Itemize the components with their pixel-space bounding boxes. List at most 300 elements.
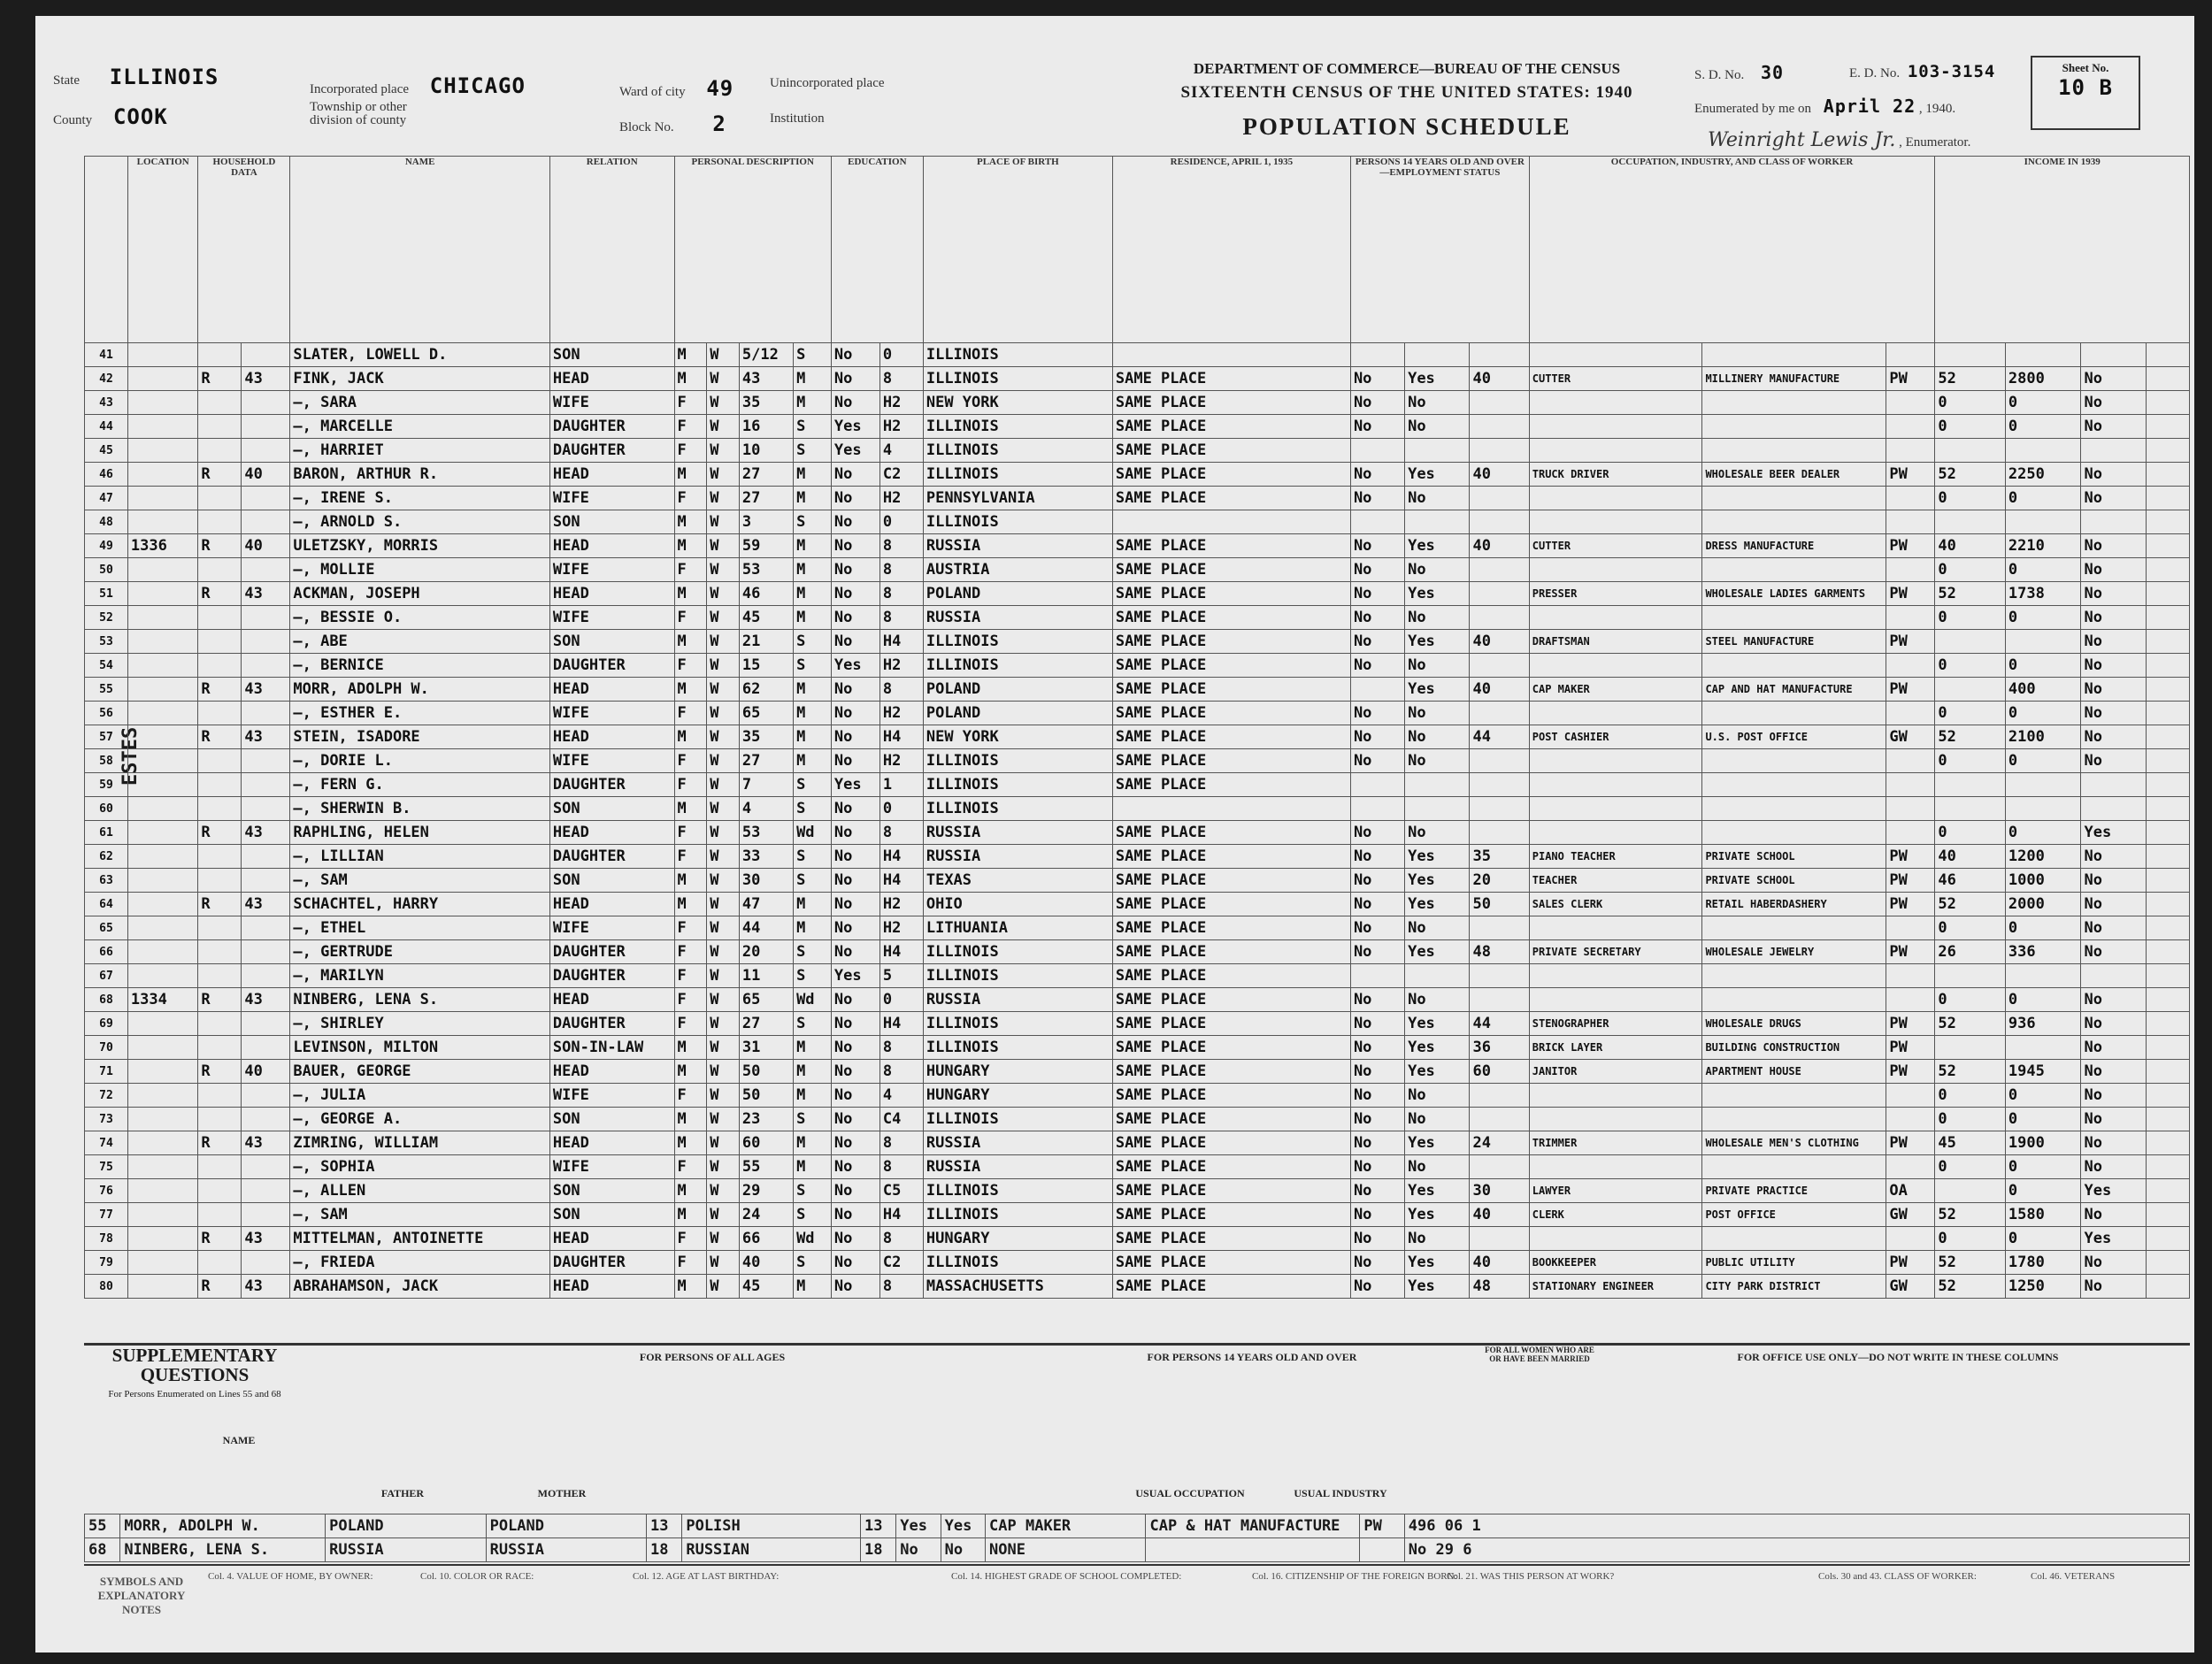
cell-ind: [1702, 702, 1886, 725]
cell-hrs: [1470, 487, 1529, 510]
cell-emp: Yes: [1405, 678, 1470, 702]
cell-addr: [127, 558, 197, 582]
col-residence: RESIDENCE, APRIL 1, 1935: [1112, 157, 1350, 343]
cell-filler: [2146, 749, 2189, 773]
cell-oth: No: [2081, 1251, 2146, 1275]
cell-cls: PW: [1886, 1036, 1935, 1060]
cell-name: —, ARNOLD S.: [290, 510, 550, 534]
sec-office: FOR OFFICE USE ONLY—DO NOT WRITE IN THESE COLUMNS: [1737, 1351, 2059, 1363]
cell-rel: SON: [549, 1108, 674, 1131]
supp-cell-codes: No 29 6: [1404, 1538, 2189, 1562]
cell-oth: Yes: [2081, 1227, 2146, 1251]
note-work: Col. 21. WAS THIS PERSON AT WORK?: [1447, 1571, 1615, 1582]
cell-rel: HEAD: [549, 678, 674, 702]
incorporated-label: Incorporated place: [310, 82, 410, 96]
cell-emp: Yes: [1405, 869, 1470, 893]
table-row: [85, 415, 2190, 439]
cell-sch: Yes: [831, 964, 879, 988]
cell-ln: 42: [85, 367, 128, 391]
supplementary-row: [85, 1514, 2190, 1538]
cell-occ: [1529, 606, 1702, 630]
cell-own: [242, 964, 290, 988]
cell-inc: 0: [2005, 1179, 2081, 1203]
cell-oth: [2081, 510, 2146, 534]
cell-wks: 52: [1935, 367, 2005, 391]
table-row: [85, 343, 2190, 367]
cell-mar: Wd: [794, 988, 832, 1012]
cell-name: —, SHIRLEY: [290, 1012, 550, 1036]
cell-hrs: [1470, 797, 1529, 821]
cell-oth: No: [2081, 678, 2146, 702]
cell-ln: 77: [85, 1203, 128, 1227]
cell-own: [242, 1036, 290, 1060]
cell-birth: RUSSIA: [923, 845, 1112, 869]
cell-ind: [1702, 391, 1886, 415]
cell-wks: 0: [1935, 415, 2005, 439]
cell-occ: STENOGRAPHER: [1529, 1012, 1702, 1036]
cell-name: —, ALLEN: [290, 1179, 550, 1203]
cell-sex: F: [674, 845, 707, 869]
cell-name: MITTELMAN, ANTOINETTE: [290, 1227, 550, 1251]
cell-age: 45: [739, 606, 793, 630]
supp-cell-usual-ind: [1146, 1538, 1360, 1562]
cell-age: 35: [739, 391, 793, 415]
cell-occ: [1529, 749, 1702, 773]
cell-cw: No: [1350, 1203, 1404, 1227]
supp-cell-soc2: No: [941, 1538, 985, 1562]
cell-hh: [198, 558, 242, 582]
cell-ln: 63: [85, 869, 128, 893]
cell-hrs: [1470, 821, 1529, 845]
cell-mar: M: [794, 1084, 832, 1108]
cell-sch: No: [831, 1131, 879, 1155]
cell-cw: No: [1350, 487, 1404, 510]
cell-cw: No: [1350, 916, 1404, 940]
cell-gr: 8: [879, 1275, 923, 1299]
cell-hh: R: [198, 534, 242, 558]
cell-filler: [2146, 367, 2189, 391]
cell-inc: 0: [2005, 606, 2081, 630]
vertical-note: ESTES: [119, 726, 142, 786]
cell-filler: [2146, 487, 2189, 510]
cell-birth: OHIO: [923, 893, 1112, 916]
cell-hh: [198, 1251, 242, 1275]
cell-cls: [1886, 415, 1935, 439]
table-row: [85, 487, 2190, 510]
cell-ln: 67: [85, 964, 128, 988]
cell-emp: No: [1405, 487, 1470, 510]
sec-14-over: FOR PERSONS 14 YEARS OLD AND OVER: [1147, 1351, 1357, 1363]
cell-rel: DAUGHTER: [549, 940, 674, 964]
cell-hh: [198, 940, 242, 964]
col-employment: PERSONS 14 YEARS OLD AND OVER—EMPLOYMENT STATUS: [1350, 157, 1529, 343]
ed-value: 103-3154: [1907, 62, 1996, 81]
cell-race: W: [707, 678, 740, 702]
cell-gr: 8: [879, 1227, 923, 1251]
cell-sex: M: [674, 630, 707, 654]
cell-sex: M: [674, 1203, 707, 1227]
cell-own: [242, 1012, 290, 1036]
cell-cls: PW: [1886, 582, 1935, 606]
enumerator-field: [1708, 129, 1970, 151]
cell-own: [242, 749, 290, 773]
cell-sex: M: [674, 582, 707, 606]
cell-filler: [2146, 630, 2189, 654]
cell-rel: HEAD: [549, 725, 674, 749]
cell-emp: Yes: [1405, 893, 1470, 916]
cell-rel: HEAD: [549, 1227, 674, 1251]
cell-sch: No: [831, 510, 879, 534]
cell-emp: No: [1405, 821, 1470, 845]
cell-gr: 8: [879, 821, 923, 845]
cell-res: SAME PLACE: [1112, 964, 1350, 988]
cell-race: W: [707, 487, 740, 510]
cell-inc: 1580: [2005, 1203, 2081, 1227]
cell-sch: No: [831, 487, 879, 510]
cell-ind: WHOLESALE JEWELRY: [1702, 940, 1886, 964]
cell-rel: HEAD: [549, 988, 674, 1012]
cell-addr: [127, 1227, 197, 1251]
cell-hh: R: [198, 582, 242, 606]
table-row: [85, 1179, 2190, 1203]
cell-addr: [127, 678, 197, 702]
cell-hrs: [1470, 702, 1529, 725]
cell-hrs: 35: [1470, 845, 1529, 869]
cell-ln: 45: [85, 439, 128, 463]
cell-sex: M: [674, 534, 707, 558]
cell-own: [242, 391, 290, 415]
cell-cls: [1886, 702, 1935, 725]
cell-sch: No: [831, 1227, 879, 1251]
cell-rel: DAUGHTER: [549, 1012, 674, 1036]
cell-res: SAME PLACE: [1112, 558, 1350, 582]
cell-race: W: [707, 988, 740, 1012]
cell-sex: F: [674, 1227, 707, 1251]
cell-res: SAME PLACE: [1112, 749, 1350, 773]
cell-gr: 8: [879, 1131, 923, 1155]
cell-wks: 0: [1935, 606, 2005, 630]
cell-sex: F: [674, 439, 707, 463]
cell-mar: S: [794, 1251, 832, 1275]
cell-cw: No: [1350, 1227, 1404, 1251]
table-row: [85, 964, 2190, 988]
cell-own: [242, 702, 290, 725]
cell-gr: 8: [879, 1155, 923, 1179]
cell-birth: ILLINOIS: [923, 1036, 1112, 1060]
cell-emp: Yes: [1405, 1203, 1470, 1227]
cell-race: W: [707, 940, 740, 964]
cell-inc: 1900: [2005, 1131, 2081, 1155]
cell-mar: M: [794, 916, 832, 940]
cell-cw: No: [1350, 845, 1404, 869]
cell-occ: [1529, 343, 1702, 367]
cell-wks: 0: [1935, 1108, 2005, 1131]
cell-gr: H2: [879, 893, 923, 916]
cell-emp: No: [1405, 916, 1470, 940]
cell-hrs: 40: [1470, 534, 1529, 558]
cell-addr: [127, 1060, 197, 1084]
cell-hrs: 60: [1470, 1060, 1529, 1084]
cell-name: NINBERG, LENA S.: [290, 988, 550, 1012]
cell-addr: [127, 964, 197, 988]
cell-race: W: [707, 510, 740, 534]
cell-cw: [1350, 439, 1404, 463]
cell-rel: WIFE: [549, 749, 674, 773]
cell-cw: No: [1350, 1084, 1404, 1108]
cell-birth: ILLINOIS: [923, 1012, 1112, 1036]
cell-sch: No: [831, 1060, 879, 1084]
cell-oth: [2081, 797, 2146, 821]
cell-race: W: [707, 773, 740, 797]
cell-occ: [1529, 702, 1702, 725]
supp-cell-ln: 68: [85, 1538, 120, 1562]
cell-addr: [127, 1179, 197, 1203]
cell-filler: [2146, 606, 2189, 630]
cell-sex: M: [674, 1036, 707, 1060]
table-row: [85, 773, 2190, 797]
cell-sch: No: [831, 558, 879, 582]
supp-cell-cls: PW: [1360, 1514, 1404, 1538]
cell-occ: [1529, 1108, 1702, 1131]
cell-cls: PW: [1886, 367, 1935, 391]
cell-sex: F: [674, 558, 707, 582]
cell-emp: Yes: [1405, 940, 1470, 964]
cell-birth: ILLINOIS: [923, 630, 1112, 654]
cell-gr: 5: [879, 964, 923, 988]
cell-ind: [1702, 821, 1886, 845]
supp-col-name: NAME: [222, 1434, 256, 1446]
cell-race: W: [707, 391, 740, 415]
cell-sex: M: [674, 463, 707, 487]
table-row: [85, 1131, 2190, 1155]
cell-sex: F: [674, 821, 707, 845]
cell-hrs: [1470, 1084, 1529, 1108]
cell-oth: No: [2081, 463, 2146, 487]
cell-rel: SON: [549, 630, 674, 654]
cell-ln: 65: [85, 916, 128, 940]
cell-sch: No: [831, 821, 879, 845]
cell-sex: F: [674, 415, 707, 439]
cell-oth: [2081, 439, 2146, 463]
cell-wks: 45: [1935, 1131, 2005, 1155]
cell-mar: S: [794, 869, 832, 893]
cell-sch: No: [831, 534, 879, 558]
cell-res: SAME PLACE: [1112, 1203, 1350, 1227]
cell-name: —, GEORGE A.: [290, 1108, 550, 1131]
cell-hh: [198, 869, 242, 893]
cell-own: [242, 606, 290, 630]
cell-occ: CUTTER: [1529, 367, 1702, 391]
cell-sch: No: [831, 1155, 879, 1179]
cell-emp: [1405, 510, 1470, 534]
cell-cls: PW: [1886, 678, 1935, 702]
cell-age: 20: [739, 940, 793, 964]
cell-addr: [127, 343, 197, 367]
cell-birth: ILLINOIS: [923, 343, 1112, 367]
cell-cls: PW: [1886, 1012, 1935, 1036]
cell-occ: STATIONARY ENGINEER: [1529, 1275, 1702, 1299]
cell-inc: 1738: [2005, 582, 2081, 606]
cell-gr: H4: [879, 845, 923, 869]
cell-age: 27: [739, 749, 793, 773]
cell-name: SLATER, LOWELL D.: [290, 343, 550, 367]
cell-gr: H4: [879, 630, 923, 654]
col-birthplace: PLACE OF BIRTH: [923, 157, 1112, 343]
cell-sex: M: [674, 1275, 707, 1299]
cell-cls: [1886, 988, 1935, 1012]
cell-hh: [198, 1108, 242, 1131]
cell-inc: 0: [2005, 1227, 2081, 1251]
cell-rel: SON: [549, 343, 674, 367]
cell-sch: No: [831, 702, 879, 725]
cell-name: ZIMRING, WILLIAM: [290, 1131, 550, 1155]
cell-addr: [127, 893, 197, 916]
cell-ln: 41: [85, 343, 128, 367]
cell-race: W: [707, 845, 740, 869]
cell-cls: [1886, 964, 1935, 988]
cell-ind: RETAIL HABERDASHERY: [1702, 893, 1886, 916]
cell-cls: PW: [1886, 940, 1935, 964]
cell-mar: S: [794, 630, 832, 654]
table-row: [85, 463, 2190, 487]
cell-hrs: [1470, 916, 1529, 940]
cell-cw: No: [1350, 869, 1404, 893]
cell-hrs: 24: [1470, 1131, 1529, 1155]
cell-age: 59: [739, 534, 793, 558]
cell-cw: No: [1350, 558, 1404, 582]
col-name: NAME: [290, 157, 550, 343]
cell-rel: HEAD: [549, 1275, 674, 1299]
cell-birth: ILLINOIS: [923, 749, 1112, 773]
cell-sch: No: [831, 1275, 879, 1299]
cell-cls: GW: [1886, 1203, 1935, 1227]
table-row: [85, 1060, 2190, 1084]
cell-hrs: 40: [1470, 463, 1529, 487]
cell-oth: No: [2081, 606, 2146, 630]
cell-oth: No: [2081, 630, 2146, 654]
cell-filler: [2146, 725, 2189, 749]
cell-gr: C2: [879, 1251, 923, 1275]
cell-hh: R: [198, 463, 242, 487]
cell-sch: No: [831, 725, 879, 749]
cell-res: SAME PLACE: [1112, 367, 1350, 391]
cell-rel: WIFE: [549, 1155, 674, 1179]
table-row: [85, 916, 2190, 940]
sheet-label: Sheet No.: [2062, 61, 2109, 74]
cell-hh: R: [198, 1275, 242, 1299]
cell-occ: BOOKKEEPER: [1529, 1251, 1702, 1275]
cell-filler: [2146, 988, 2189, 1012]
cell-filler: [2146, 1203, 2189, 1227]
cell-emp: [1405, 343, 1470, 367]
cell-oth: No: [2081, 916, 2146, 940]
cell-sex: F: [674, 773, 707, 797]
cell-emp: No: [1405, 654, 1470, 678]
cell-hh: [198, 797, 242, 821]
cell-hh: [198, 1084, 242, 1108]
cell-mar: M: [794, 1155, 832, 1179]
cell-rel: HEAD: [549, 463, 674, 487]
cell-cls: PW: [1886, 1251, 1935, 1275]
cell-oth: No: [2081, 869, 2146, 893]
cell-name: —, SARA: [290, 391, 550, 415]
cell-ind: [1702, 916, 1886, 940]
cell-emp: Yes: [1405, 1036, 1470, 1060]
cell-mar: M: [794, 1036, 832, 1060]
cell-name: —, BERNICE: [290, 654, 550, 678]
cell-res: SAME PLACE: [1112, 391, 1350, 415]
cell-sch: No: [831, 1203, 879, 1227]
cell-hrs: [1470, 391, 1529, 415]
cell-own: [242, 940, 290, 964]
cell-inc: 2100: [2005, 725, 2081, 749]
cell-filler: [2146, 534, 2189, 558]
supplementary-heading: SUPPLEMENTARY QUESTIONS: [111, 1345, 278, 1385]
cell-addr: [127, 773, 197, 797]
cell-cls: [1886, 797, 1935, 821]
table-row: [85, 367, 2190, 391]
cell-inc: 2210: [2005, 534, 2081, 558]
cell-name: —, GERTRUDE: [290, 940, 550, 964]
cell-own: [242, 1203, 290, 1227]
cell-ind: [1702, 1084, 1886, 1108]
supplementary-subtitle: For Persons Enumerated on Lines 55 and 68: [108, 1389, 281, 1399]
cell-res: SAME PLACE: [1112, 940, 1350, 964]
county-value: COOK: [112, 104, 168, 129]
cell-addr: [127, 510, 197, 534]
cell-oth: [2081, 964, 2146, 988]
cell-hh: [198, 1179, 242, 1203]
sheet-number-box: [2031, 56, 2140, 130]
cell-wks: 0: [1935, 916, 2005, 940]
cell-birth: ILLINOIS: [923, 1203, 1112, 1227]
supp-col-usual-ind: USUAL INDUSTRY: [1294, 1487, 1387, 1499]
cell-hh: [198, 1036, 242, 1060]
cell-sex: M: [674, 893, 707, 916]
supp-cell-soc2: Yes: [941, 1514, 985, 1538]
cell-inc: 336: [2005, 940, 2081, 964]
cell-own: [242, 1155, 290, 1179]
cell-wks: [1935, 964, 2005, 988]
cell-race: W: [707, 916, 740, 940]
sheet-value: 10 B: [2058, 75, 2113, 100]
ed-label: E. D. No.: [1849, 66, 1901, 81]
cell-ln: 55: [85, 678, 128, 702]
supp-cell-usual-occ: CAP MAKER: [986, 1514, 1146, 1538]
cell-wks: 0: [1935, 1155, 2005, 1179]
cell-cw: No: [1350, 1155, 1404, 1179]
cell-rel: DAUGHTER: [549, 654, 674, 678]
cell-addr: [127, 749, 197, 773]
cell-res: SAME PLACE: [1112, 893, 1350, 916]
cell-occ: TRIMMER: [1529, 1131, 1702, 1155]
township-label: Township or other division of county: [310, 100, 407, 127]
cell-occ: [1529, 797, 1702, 821]
cell-ln: 43: [85, 391, 128, 415]
cell-gr: H4: [879, 869, 923, 893]
cell-oth: No: [2081, 1036, 2146, 1060]
cell-addr: [127, 367, 197, 391]
cell-cw: [1350, 797, 1404, 821]
cell-inc: 0: [2005, 1155, 2081, 1179]
cell-age: 4: [739, 797, 793, 821]
cell-mar: M: [794, 558, 832, 582]
cell-filler: [2146, 845, 2189, 869]
cell-occ: SALES CLERK: [1529, 893, 1702, 916]
cell-sex: M: [674, 869, 707, 893]
cell-inc: 2250: [2005, 463, 2081, 487]
cell-rel: SON: [549, 1203, 674, 1227]
